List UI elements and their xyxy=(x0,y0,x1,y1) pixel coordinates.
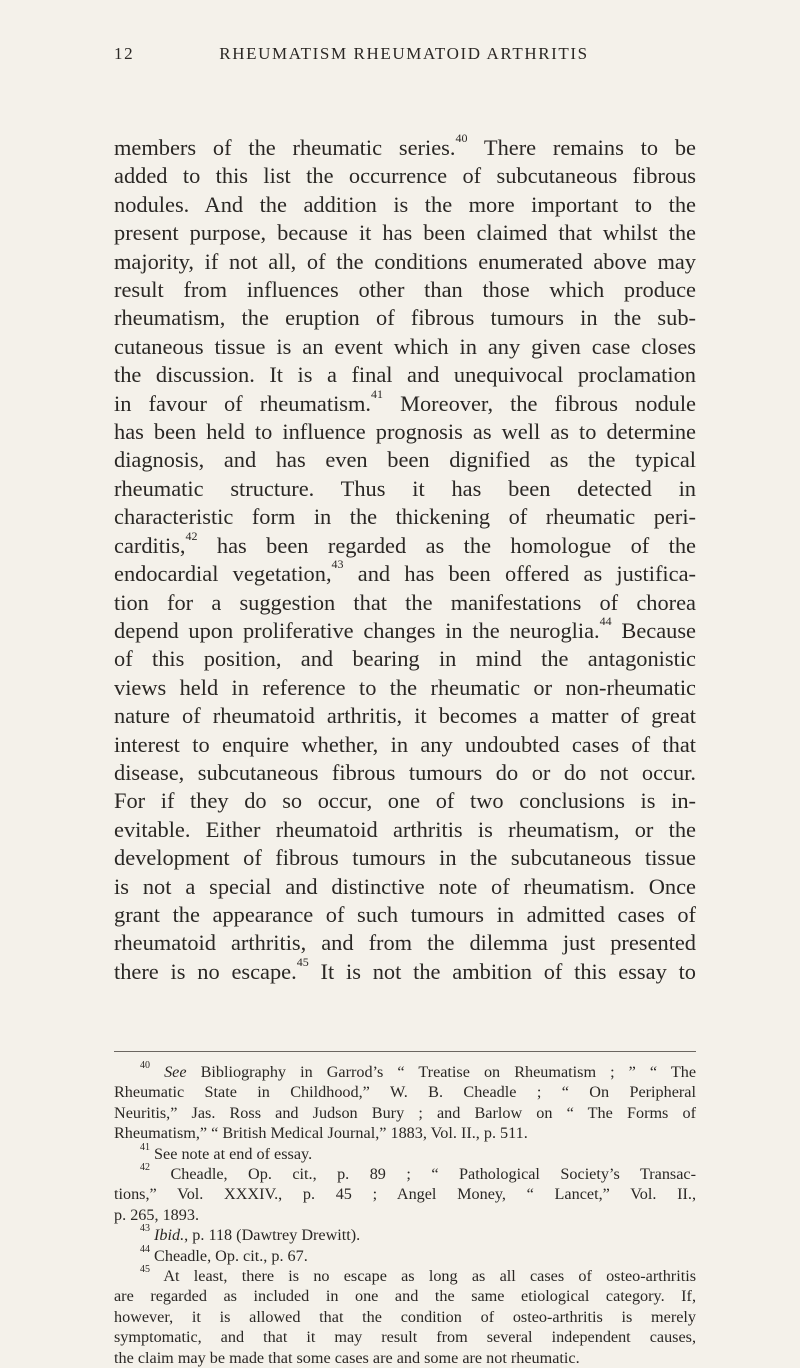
footnote-ref: 45 xyxy=(296,954,309,969)
footnotes xyxy=(114,1062,696,1368)
body-text xyxy=(114,131,696,986)
footnote-40: $^{40}$ See Bibliography in Garrod’s “ Treatise on Rheumatism ; ” “ The Rheumatic State in Childhood,” W. B. Cheadle ; “ On Peripheral Neuritis,” Jas. Ross and Judson Bury ; and Barlow on “ The Forms of Rheumatism,” “ British Medical Journal,” 1883, Vol. II., p. 511. xyxy=(114,1060,696,1143)
body-line: result from influences other than those which produce xyxy=(114,277,696,303)
body-line: has been held to influence prognosis as well as to determine xyxy=(114,419,696,445)
body-line: is not a special and distinctive note of rheumatism. Once xyxy=(114,873,696,899)
body-line: nodules. And the addition is the more important to the xyxy=(114,191,696,217)
body-line: depend upon proliferative changes in the neuroglia.$^{44}$ Because xyxy=(114,613,696,643)
body-line: rheumatic structure. Thus it has been detected in xyxy=(114,475,696,501)
body-line: grant the appearance of such tumours in admitted cases of xyxy=(114,901,696,927)
body-line: views held in reference to the rheumatic or non-rheumatic xyxy=(114,674,696,700)
footnote-ref: 44 xyxy=(599,613,612,628)
body-line: majority, if not all, of the conditions enumerated above may xyxy=(114,248,696,274)
footnote-ref: 43 xyxy=(331,557,344,572)
body-line: cutaneous tissue is an event which in any given case closes xyxy=(114,333,696,359)
body-line: rheumatoid arthritis, and from the dilemma just presented xyxy=(114,930,696,956)
footnote-45: $^{45}$ At least, there is no escape as long as all cases of osteo-arthritis are regarded as included in one and the same etiological category. If, however, it is allowed that the condition of osteo-arthritis is merely symptomatic, and that it may result from several independent causes, the claim may be made that some cases are and some are not rheumatic. xyxy=(114,1264,696,1367)
body-line: nature of rheumatoid arthritis, it becomes a matter of great xyxy=(114,703,696,729)
body-line: added to this list the occurrence of subcutaneous fibrous xyxy=(114,163,696,189)
body-line: interest to enquire whether, in any undoubted cases of that xyxy=(114,731,696,757)
body-line: present purpose, because it has been claimed that whilst the xyxy=(114,220,696,246)
body-line: carditis,$^{42}$ has been regarded as the homologue of the xyxy=(114,528,696,558)
body-line: rheumatism, the eruption of fibrous tumours in the sub- xyxy=(114,305,696,331)
footnote-ref: 40 xyxy=(455,131,468,145)
body-line: tion for a suggestion that the manifestations of chorea xyxy=(114,589,696,615)
body-line: endocardial vegetation,$^{43}$ and has been offered as justifica- xyxy=(114,557,696,587)
body-line: For if they do so occur, one of two conclusions is in- xyxy=(114,788,696,814)
body-line: disease, subcutaneous fibrous tumours do or do not occur. xyxy=(114,759,696,785)
footnote-44: $^{44}$ Cheadle, Op. cit., p. 67. xyxy=(140,1243,308,1265)
body-line: characteristic form in the thickening of rheumatic peri- xyxy=(114,504,696,530)
body-line: the discussion. It is a final and unequivocal proclamation xyxy=(114,362,696,388)
footnote-41: $^{41}$ See note at end of essay. xyxy=(140,1141,313,1163)
body-line: there is no escape.$^{45}$ It is not the ambition of this essay to xyxy=(114,954,696,984)
body-line: members of the rheumatic series.$^{40}$ There remains to be xyxy=(114,131,696,160)
body-line: in favour of rheumatism.$^{41}$ Moreover, the fibrous nodule xyxy=(114,386,696,416)
footnote-ref: 42 xyxy=(185,528,198,543)
footnote-divider xyxy=(114,1051,696,1052)
footnote-42: $^{42}$ Cheadle, Op. cit., p. 89 ; “ Pathological Society’s Transac- tions,” Vol. XXXIV., p. 45 ; Angel Money, “ Lancet,” Vol. II., p. 265, 1893. xyxy=(114,1162,696,1224)
body-line: diagnosis, and has even been dignified as the typical xyxy=(114,447,696,473)
body-line: development of fibrous tumours in the subcutaneous tissue xyxy=(114,845,696,871)
page-number: 12 xyxy=(114,44,135,63)
footnote-ref: 41 xyxy=(371,386,384,401)
footnote-43: $^{43}$ Ibid., p. 118 (Dawtrey Drewitt). xyxy=(140,1223,361,1245)
body-line: of this position, and bearing in mind the antagonistic xyxy=(114,646,696,672)
body-line: evitable. Either rheumatoid arthritis is rheumatism, or the xyxy=(114,816,696,842)
running-title: RHEUMATISM RHEUMATOID ARTHRITIS xyxy=(219,44,589,63)
